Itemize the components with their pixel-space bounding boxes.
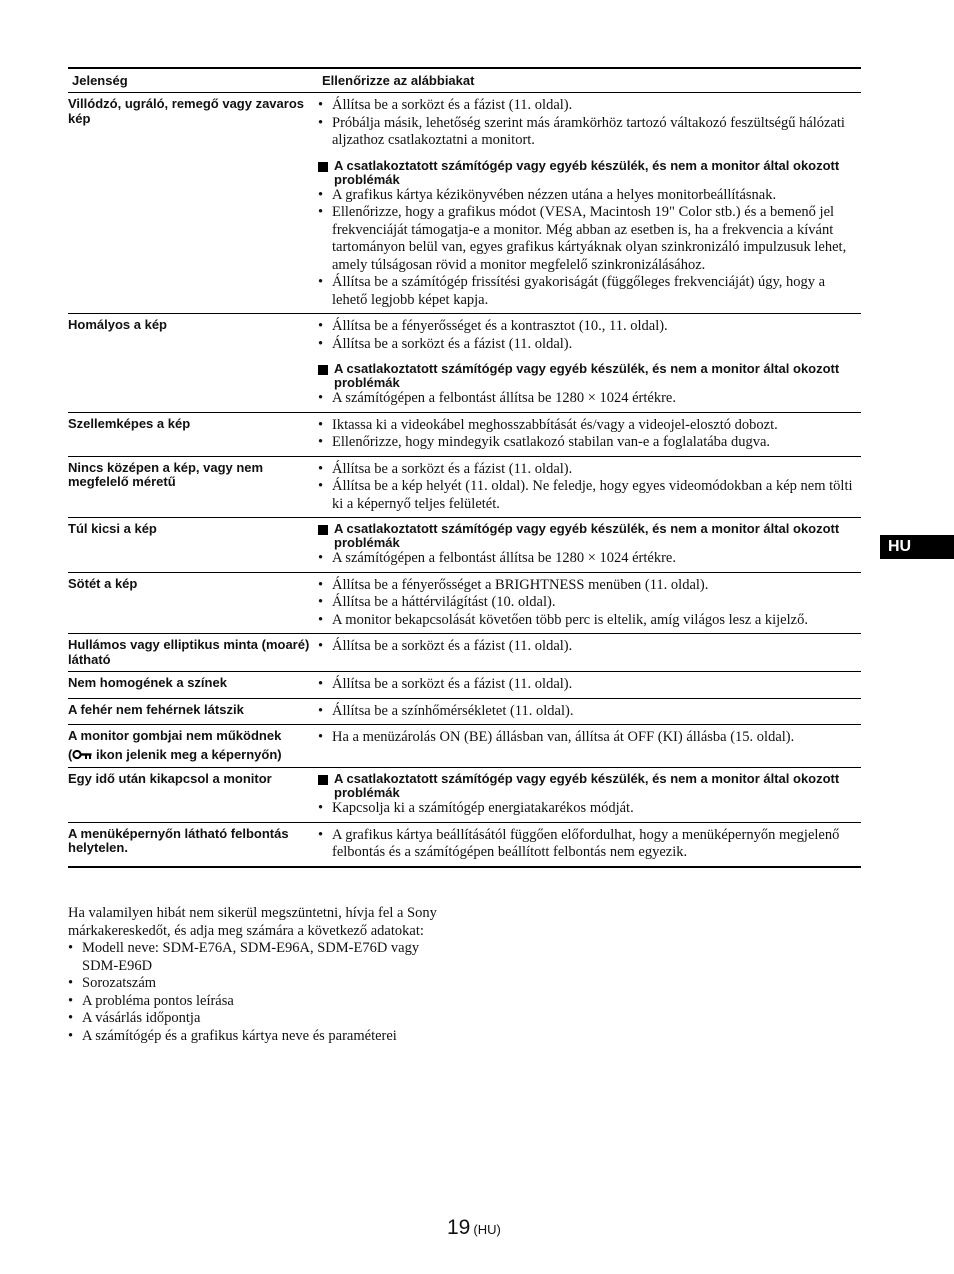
bullet-item [318, 676, 861, 694]
square-icon [318, 162, 328, 172]
bullet-item [318, 115, 861, 150]
bullet-dot: • [318, 434, 324, 450]
list-item [68, 975, 448, 993]
check-cell [318, 314, 861, 413]
table-row [68, 456, 861, 518]
table-row [68, 725, 861, 768]
list-item [68, 993, 448, 1011]
bullet-text: A grafikus kártya beállításától függően előfordulhat, hogy a menüképernyőn megjelenő felbontás és a számítógépen beállított felbontás nem egyezik. [332, 826, 840, 860]
symptom-text: A monitor gombjai nem működnek [68, 728, 282, 743]
subheading [318, 772, 861, 800]
symptom-text: Nem homogének a színek [68, 675, 227, 690]
table-row [68, 412, 861, 456]
bullet-text: A monitor bekapcsolását követően több perc is eltelik, amíg világos lesz a kijelző. [332, 611, 808, 628]
bullet-item [318, 638, 861, 656]
bullet-dot: • [318, 114, 324, 131]
list-item [68, 1010, 448, 1028]
check-cell [318, 672, 861, 699]
symptom-text: Villódzó, ugráló, remegő vagy zavaros kép [68, 96, 304, 126]
bullet-text: Ha a menüzárolás ON (BE) állásban van, állítsa át OFF (KI) állásba (15. oldal). [332, 729, 795, 745]
subheading [318, 159, 861, 187]
bullet-text: Állítsa be a színhőmérsékletet (11. oldal). [332, 702, 574, 719]
bullet-item [318, 800, 861, 818]
bullet-dot: • [318, 416, 324, 433]
symptom-cell [68, 634, 318, 672]
subheading-text: A csatlakoztatott számítógép vagy egyéb készülék, és nem a monitor által okozott problémák [334, 771, 840, 800]
check-cell [318, 93, 861, 314]
symptom-cell [68, 572, 318, 634]
bullet-dot: • [318, 335, 324, 352]
bullet-dot: • [68, 975, 74, 991]
symptom-text: Hullámos vagy elliptikus minta (moaré) látható [68, 637, 310, 667]
bullet-item [318, 461, 861, 479]
symptom-cell [68, 456, 318, 518]
bullet-dot: • [68, 1027, 74, 1044]
list-item-text: A vásárlás időpontja [82, 1010, 201, 1026]
symptom-note [68, 748, 318, 764]
bullet-item [318, 417, 861, 435]
bullet-item [318, 97, 861, 115]
bullet-dot: • [318, 478, 324, 494]
bullet-text: Állítsa be a sorközt és a fázist (11. oldal). [332, 97, 573, 113]
bullet-dot: • [68, 940, 74, 956]
header-check: Ellenőrizze az alábbiakat [318, 68, 861, 93]
symptom-text: Homályos a kép [68, 317, 167, 332]
key-icon [72, 749, 92, 764]
symptom-text: A fehér nem fehérnek látszik [68, 701, 244, 717]
symptom-text: Sötét a kép [68, 575, 138, 591]
symptom-cell [68, 725, 318, 768]
bullet-item [318, 274, 861, 309]
check-cell [318, 698, 861, 725]
bullet-text: Állítsa be a fényerősséget és a kontrasztot (10., 11. oldal). [332, 318, 668, 334]
page-number [447, 1216, 501, 1240]
table-row [68, 672, 861, 699]
check-cell [318, 518, 861, 573]
bullet-dot: • [318, 390, 324, 406]
bullet-item [318, 187, 861, 205]
symptom-note-open: ( [68, 746, 73, 762]
table-row [68, 93, 861, 314]
troubleshooting-table [68, 67, 861, 868]
bullet-dot: • [68, 992, 74, 1009]
bullet-text: Állítsa be a fényerősséget a BRIGHTNESS menüben (11. oldal). [332, 576, 709, 593]
bullet-text: Állítsa be a számítógép frissítési gyakoriságát (függőleges frekvenciáját) úgy, hogy a lehető legjobb képet kapja. [332, 274, 826, 308]
bullet-dot: • [318, 576, 324, 593]
symptom-cell [68, 822, 318, 867]
table-header-row [68, 68, 861, 93]
symptom-text: Túl kicsi a kép [68, 521, 157, 536]
subheading-text: A csatlakoztatott számítógép vagy egyéb készülék, és nem a monitor által okozott problémák [334, 361, 840, 390]
bullet-item [318, 204, 861, 274]
contact-list [68, 940, 448, 1045]
symptom-note-text: ikon jelenik meg a képernyőn) [92, 746, 282, 762]
table-row [68, 822, 861, 867]
square-icon [318, 775, 328, 785]
list-item-text: A probléma pontos leírása [82, 992, 234, 1009]
contact-intro: Ha valamilyen hibát nem sikerül megszüntetni, hívja fel a Sony márkakereskedőt, és adja meg számára a következő adatokat: [68, 905, 437, 939]
bullet-dot: • [318, 550, 324, 566]
subheading [318, 362, 861, 390]
bullet-dot: • [318, 702, 324, 719]
bullet-text: A számítógépen a felbontást állítsa be 1280 × 1024 értékre. [332, 390, 676, 406]
bullet-item [318, 478, 861, 513]
bullet-text: Ellenőrizze, hogy mindegyik csatlakozó stabilan van-e a foglalatába dugva. [332, 434, 771, 450]
bullet-dot: • [318, 274, 324, 290]
bullet-text: Állítsa be a háttérvilágítást (10. oldal). [332, 594, 556, 610]
symptom-text: A menüképernyőn látható felbontás helytelen. [68, 825, 289, 855]
symptom-cell [68, 672, 318, 699]
bullet-item [318, 729, 861, 747]
list-item-text: Sorozatszám [82, 975, 157, 991]
bullet-dot: • [318, 594, 324, 610]
language-tab: HU [880, 535, 954, 559]
list-item [68, 940, 448, 975]
check-cell [318, 634, 861, 672]
symptom-text: Egy idő után kikapcsol a monitor [68, 771, 272, 786]
list-item-text: A számítógép és a grafikus kártya neve és paraméterei [82, 1027, 397, 1044]
bullet-dot: • [318, 638, 324, 654]
symptom-cell [68, 93, 318, 314]
bullet-text: Kapcsolja ki a számítógép energiatakarékos módját. [332, 800, 634, 816]
bullet-item [318, 550, 861, 568]
page-number-suffix: (HU) [473, 1222, 501, 1237]
table-row [68, 634, 861, 672]
bullet-dot: • [318, 611, 324, 628]
bullet-item [318, 318, 861, 336]
bullet-item [318, 390, 861, 408]
bullet-text: Iktassa ki a videokábel meghosszabbítását és/vagy a videojel-elosztó dobozt. [332, 416, 778, 433]
table-row [68, 314, 861, 413]
check-cell [318, 725, 861, 768]
symptom-cell [68, 412, 318, 456]
check-cell [318, 412, 861, 456]
bullet-item [318, 703, 861, 721]
table-row [68, 572, 861, 634]
symptom-cell [68, 314, 318, 413]
bullet-text: Állítsa be a sorközt és a fázist (11. oldal). [332, 460, 573, 477]
contact-info [68, 905, 448, 1045]
bullet-text: A számítógépen a felbontást állítsa be 1280 × 1024 értékre. [332, 550, 676, 566]
bullet-dot: • [318, 800, 324, 816]
bullet-dot: • [318, 97, 324, 113]
table-row [68, 518, 861, 573]
check-cell [318, 768, 861, 823]
page-number-value: 19 [447, 1216, 471, 1239]
header-symptom: Jelenség [68, 68, 318, 93]
symptom-cell [68, 518, 318, 573]
list-item-text: Modell neve: SDM-E76A, SDM-E96A, SDM-E76D vagy SDM-E96D [82, 940, 420, 974]
bullet-item [318, 612, 861, 630]
bullet-dot: • [318, 186, 324, 203]
bullet-item [318, 336, 861, 354]
bullet-item [318, 827, 861, 862]
bullet-text: Próbálja másik, lehetőség szerint más áramkörhöz tartozó váltakozó feszültségű hálózati aljzathoz csatlakoztatni a monitort. [332, 114, 845, 148]
bullet-item [318, 577, 861, 595]
symptom-text: Nincs középen a kép, vagy nem megfelelő méretű [68, 459, 264, 489]
check-cell [318, 456, 861, 518]
bullet-dot: • [318, 460, 324, 477]
bullet-dot: • [318, 318, 324, 334]
bullet-item [318, 594, 861, 612]
bullet-dot: • [318, 676, 324, 692]
square-icon [318, 525, 328, 535]
bullet-dot: • [318, 826, 324, 843]
bullet-text: Állítsa be a kép helyét (11. oldal). Ne feledje, hogy egyes videomódokban a kép nem tölti ki a képernyő teljes felületét. [332, 478, 853, 512]
check-cell [318, 572, 861, 634]
table-row [68, 698, 861, 725]
bullet-text: Állítsa be a sorközt és a fázist (11. oldal). [332, 638, 573, 654]
bullet-dot: • [68, 1010, 74, 1026]
table-row [68, 768, 861, 823]
list-item [68, 1028, 448, 1046]
bullet-text: A grafikus kártya kézikönyvében nézzen utána a helyes monitorbeállításnak. [332, 186, 777, 203]
symptom-cell [68, 698, 318, 725]
subheading [318, 522, 861, 550]
bullet-text: Ellenőrizze, hogy a grafikus módot (VESA, Macintosh 19" Color stb.) és a bemenő jel frekvenciáját támogatja-e a monitor. Még abban az esetben is, ha a frekvencia a kívánt tartományon belül van, egyes grafikus kártyáknak olyan szinkronizáló impulzusuk lehet, amely túlságosan rövid a monitor megfelelő szinkronizálásához. [332, 204, 847, 273]
subheading-text: A csatlakoztatott számítógép vagy egyéb készülék, és nem a monitor által okozott problémák [334, 157, 840, 187]
symptom-text: Szellemképes a kép [68, 415, 191, 431]
bullet-text: Állítsa be a sorközt és a fázist (11. oldal). [332, 335, 573, 352]
bullet-item [318, 434, 861, 452]
bullet-text: Állítsa be a sorközt és a fázist (11. oldal). [332, 676, 573, 692]
bullet-dot: • [318, 204, 324, 220]
bullet-dot: • [318, 729, 324, 745]
check-cell [318, 822, 861, 867]
symptom-cell [68, 768, 318, 823]
square-icon [318, 365, 328, 375]
subheading-text: A csatlakoztatott számítógép vagy egyéb készülék, és nem a monitor által okozott problémák [334, 521, 840, 550]
